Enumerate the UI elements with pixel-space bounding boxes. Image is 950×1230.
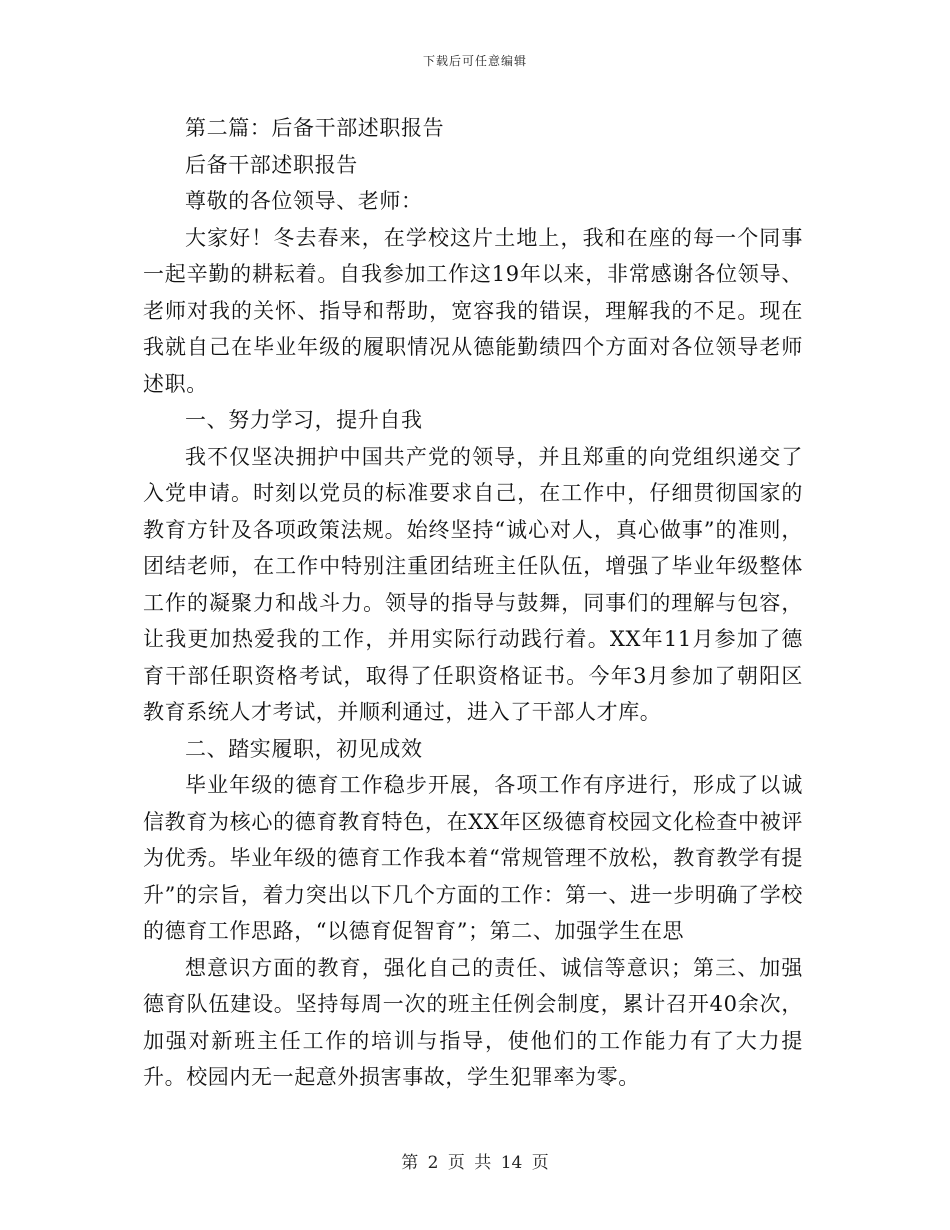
page-header-note: 下载后可任意编辑 — [422, 54, 527, 68]
document-body — [143, 110, 803, 1096]
page-number: 第 2 页 共 14 页 — [401, 1153, 549, 1173]
salutation: 尊敬的各位领导、老师： — [185, 189, 423, 213]
heading-duty: 二、踏实履职，初见成效 — [185, 736, 423, 761]
paragraph-intro: 大家好！冬去春来，在学校这片土地上，我和在座的每一个同事一起辛勤的耕耘着。自我参加工作这19年以来，非常感谢各位领导、老师对我的关怀、指导和帮助，宽容我的错误，理解我的不足。现在我就自己在毕业年级的履职情况从德能勤绩四个方面对各位领导老师述职。 — [143, 225, 803, 396]
paragraph-study: 我不仅坚决拥护中国共产党的领导，并且郑重的向党组织递交了入党申请。时刻以党员的标准要求自己，在工作中，仔细贯彻国家的教育方针及各项政策法规。始终坚持“诚心对人，真心做事”的准则，团结老师，在工作中特别注重团结班主任队伍，增强了毕业年级整体工作的凝聚力和战斗力。领导的指导与鼓舞，同事们的理解与包容，让我更加热爱我的工作，并用实际行动践行着。XX年11月参加了德育干部任职资格考试，取得了任职资格证书。今年3月参加了朝阳区教育系统人才考试，并顺利通过，进入了干部人才库。 — [143, 444, 803, 724]
report-title: 后备干部述职报告 — [185, 152, 358, 177]
heading-study: 一、努力学习，提升自我 — [185, 408, 423, 432]
paragraph-duty: 毕业年级的德育工作稳步开展，各项工作有序进行，形成了以诚信教育为核心的德育教育特色，在XX年区级德育校园文化检查中被评为优秀。毕业年级的德育工作我本着“常规管理不放松，教育教学有提升”的宗旨，着力突出以下几个方面的工作：第一、进一步明确了学校的德育工作思路，“以德育促智育”；第二、加强学生在思 — [143, 773, 803, 943]
section-title: 第二篇：后备干部述职报告 — [185, 116, 445, 140]
paragraph-duty-continued: 想意识方面的教育，强化自己的责任、诚信等意识；第三、加强德育队伍建设。坚持每周一次的班主任例会制度，累计召开40余次，加强对新班主任工作的培训与指导，使他们的工作能力有了大力提升。校园内无一起意外损害事故，学生犯罪率为零。 — [143, 955, 803, 1089]
